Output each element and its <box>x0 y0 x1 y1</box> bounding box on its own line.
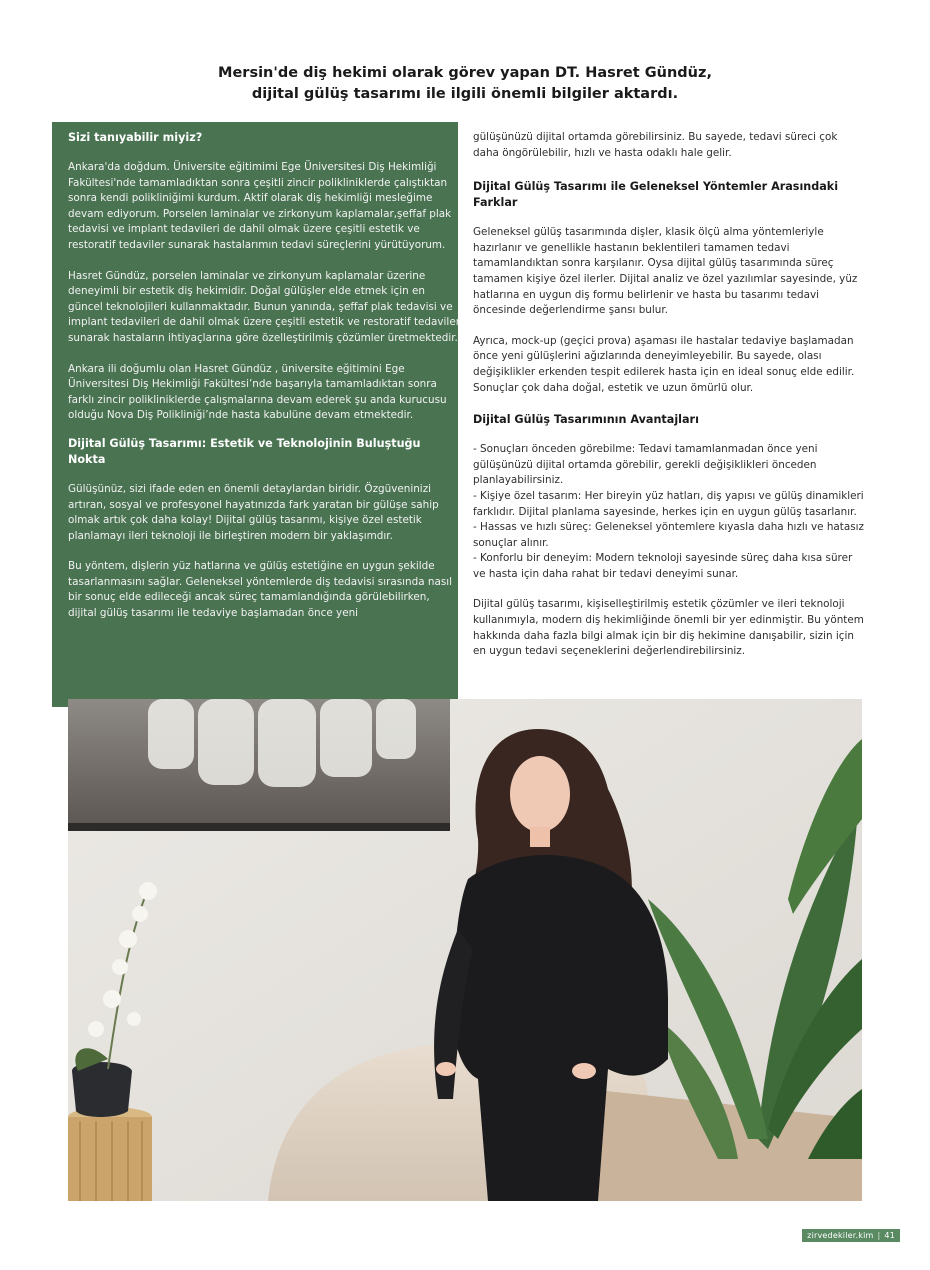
paragraph: Ankara'da doğdum. Üniversite eğitimimi Ege Üniversitesi Diş Hekimliği Fakültesi'nde tamamladıktan sonra çeşitli zincir polikliniklerde çalıştıktan sonra kendi polikliniğimi kurdum. Aktif olarak diş hekimliği mesleğime devam ediyorum. Porselen laminalar ve zirkonyum kaplamalar,şeffaf plak tedavisi ve implant tedavileri de dahil olmak üzere çeşitli estetik ve restoratif tedaviler sunarak hastalarımın tedavi süreçlerini yürütüyorum. <box>68 161 452 251</box>
tv-screen <box>68 699 450 831</box>
paragraph: Ayrıca, mock-up (geçici prova) aşaması ile hastalar tedaviye başlamadan önce yeni gülüşlerini ağızlarında deneyimleyebilir. Bu sayede, olası değişiklikler erkenden tespit edilerek hasta için en ideal sonuç elde edilir. Sonuçlar çok daha doğal, estetik ve uzun ömürlü olur. <box>473 334 855 394</box>
paragraph: Ankara ili doğumlu olan Hasret Gündüz , üniversite eğitimini Ege Üniversitesi Diş Hekimliği Fakültesi’nde başarıyla tamamladıktan sonra farklı zincir polikliniklerde çalışmalarına devam ederek şu anda kurucusu olduğu Nova Diş Polikliniği’nde hasta kabulüne devam etmektedir. <box>68 362 447 422</box>
left-column <box>68 130 460 622</box>
advantages-list <box>473 442 865 582</box>
list-item: - Sonuçları önceden görebilme: Tedavi tamamlanmadan önce yeni gülüşünüzü dijital ortamda görebilir, gerekli değişiklikleri önceden planlayabilirsiniz. <box>473 443 818 487</box>
section-heading-dgt: Dijital Gülüş Tasarımı: Estetik ve Teknolojinin Buluştuğu Nokta <box>68 436 421 466</box>
right-column <box>473 130 865 660</box>
paragraph: Bu yöntem, dişlerin yüz hatlarına ve gülüş estetiğine en uygun şekilde tasarlanmasını sağlar. Geleneksel yöntemlerde diş tedavisi sırasında nasıl bir sonuç elde edileceği ancak süreç tamamlandığında görülebilirken, dijital gülüş tasarımı ile tedaviye başlamadan önce yeni <box>68 560 453 620</box>
list-item: - Konforlu bir deneyim: Modern teknoloji sayesinde süreç daha kısa sürer ve hasta için daha rahat bir tedavi deneyimi sunar. <box>473 552 853 580</box>
portrait-photo <box>68 699 862 1201</box>
paragraph: Geleneksel gülüş tasarımında dişler, klasik ölçü alma yöntemleriyle hazırlanır ve genellikle hastanın beklentileri tamamen tedavi tamamlandıktan sonra karşılanır. Oysa dijital gülüş tasarımında süreç tamamen kişiye özel ilerler. Dijital analiz ve özel yazılımlar sayesinde, yüz hatlarına en uygun diş formu belirlenir ve hasta bu tasarımı tedavi öncesinde değerlendirme şansı bulur. <box>473 226 858 317</box>
headline-line-2: dijital gülüş tasarımı ile ilgili önemli bilgiler aktardı. <box>251 86 679 102</box>
list-item: - Hassas ve hızlı süreç: Geleneksel yöntemlere kıyasla daha hızlı ve hatasız sonuçlar alınır. <box>473 521 864 549</box>
paragraph: Hasret Gündüz, porselen laminalar ve zirkonyum kaplamalar üzerine deneyimli bir estetik diş hekimidir. Doğal gülüşler elde etmek için en güncel teknolojileri kullanmaktadır. Bunun yanında, şeffaf plak tedavisi ve implant tedavileri de dahil olmak üzere çeşitli estetik ve restoratif tedaviler sunarak hastaların ihtiyaçlarına göre özelleştirilmiş çözümler üretmektedir. <box>68 269 460 344</box>
section-heading-advantages: Dijital Gülüş Tasarımının Avantajları <box>473 413 699 427</box>
list-item: - Kişiye özel tasarım: Her bireyin yüz hatları, diş yapısı ve gülüş dinamikleri farklıdır. Dijital planlama sayesinde, herkes için en uygun gülüş tasarlanır. <box>473 489 864 518</box>
section-heading-differences: Dijital Gülüş Tasarımı ile Geleneksel Yöntemler Arasındaki Farklar <box>473 180 839 210</box>
page-number: 41 <box>884 1231 895 1240</box>
paragraph: gülüşünüzü dijital ortamda görebilirsiniz. Bu sayede, tedavi süreci çok daha öngörülebilir, hızlı ve hasta odaklı hale gelir. <box>473 131 838 159</box>
site-name: zirvedekiler.kim <box>807 1231 874 1240</box>
paragraph: Dijital gülüş tasarımı, kişiselleştirilmiş estetik çözümler ve ileri teknoloji kullanımıyla, modern diş hekimliğinde önemli bir yer edinmiştir. Bu yöntem hakkında daha fazla bilgi almak için bir diş hekimine danışabilir, sizin için en uygun tedavi seçeneklerini değerlendirebilirsiniz. <box>473 598 864 658</box>
article-headline <box>90 63 840 105</box>
section-heading-intro: Sizi tanıyabilir miyiz? <box>68 131 203 144</box>
paragraph: Gülüşünüz, sizi ifade eden en önemli detaylardan biridir. Özgüveninizi artıran, sosyal ve profesyonel hayatınızda fark yaratan bir gülüşe sahip olmak artık çok daha kolay! Dijital gülüş tasarımı, kişiye özel estetik planlamayı ileri teknoloji ile birleştiren modern bir yaklaşımdır. <box>68 482 439 542</box>
page-footer <box>802 1229 900 1242</box>
footer-separator: | <box>877 1231 881 1240</box>
headline-line-1: Mersin'de diş hekimi olarak görev yapan DT. Hasret Gündüz, <box>218 65 712 81</box>
